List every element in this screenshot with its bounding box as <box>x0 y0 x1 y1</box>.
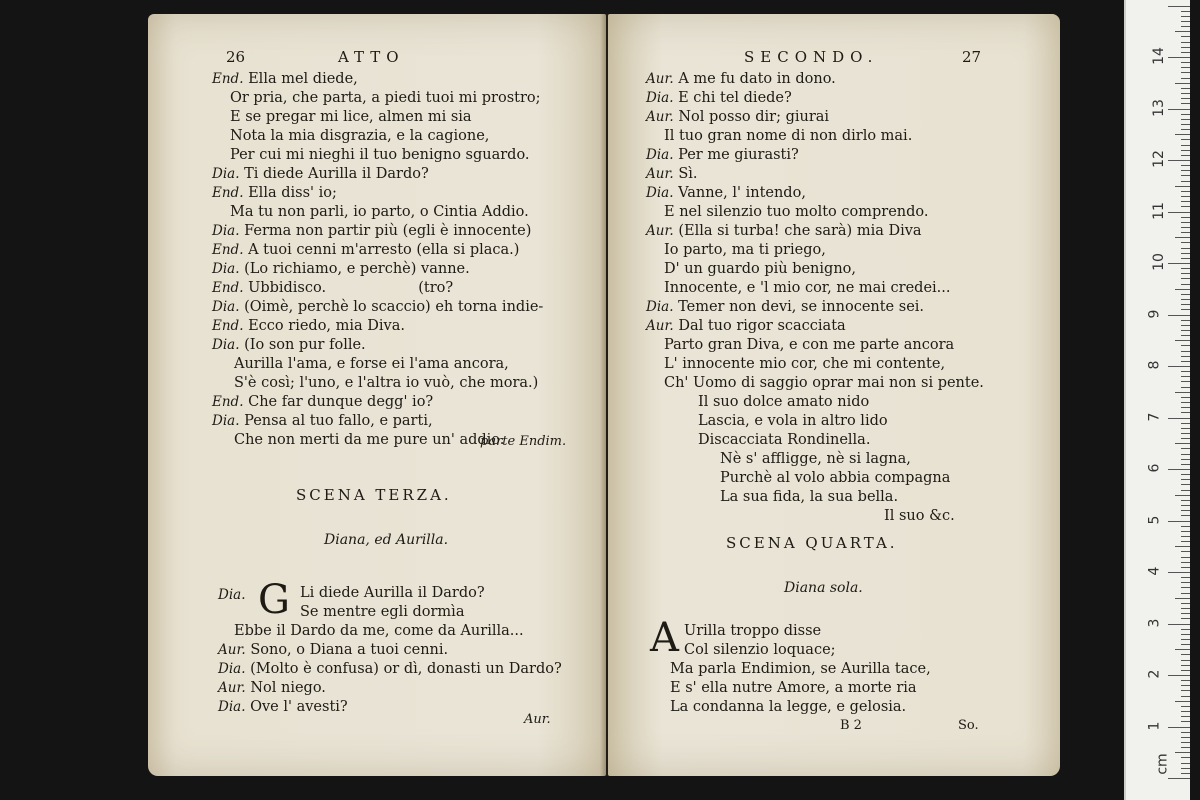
ruler-tick <box>1168 212 1190 213</box>
ruler-tick <box>1181 757 1190 758</box>
ruler-tick <box>1181 21 1190 22</box>
aria-line: Nè s' affligge, nè si lagna, <box>720 451 911 467</box>
ruler-tick <box>1181 526 1190 527</box>
ruler-tick <box>1181 603 1190 604</box>
drop-initial-a: A <box>650 615 679 661</box>
verse-line: Dia. (Oimè, perchè lo scaccio) eh torna indie- <box>212 299 544 315</box>
ruler-tick <box>1181 577 1190 578</box>
ruler-tick <box>1181 412 1190 413</box>
verse-line: Dia. <box>218 587 246 603</box>
ruler-tick <box>1181 330 1190 331</box>
ruler-tick <box>1181 665 1190 666</box>
aria-line: Discacciata Rondinella. <box>698 432 871 448</box>
ruler-tick <box>1181 201 1190 202</box>
ruler-tick <box>1181 129 1190 130</box>
ruler-tick <box>1168 263 1190 264</box>
ruler-tick <box>1181 402 1190 403</box>
ruler-tick <box>1181 582 1190 583</box>
ruler-label: 6 <box>1146 463 1163 473</box>
ruler-tick <box>1181 98 1190 99</box>
right-page <box>608 14 1060 776</box>
ruler-unit-label: cm <box>1154 753 1171 775</box>
verse-line: Dia. (Molto è confusa) or dì, donasti un Dardo? <box>218 661 562 677</box>
ruler-tick <box>1181 67 1190 68</box>
ruler-tick <box>1181 47 1190 48</box>
ruler-tick <box>1181 381 1190 382</box>
ruler-tick <box>1175 649 1190 650</box>
verse-line: Dia. (Lo richiamo, e perchè) vanne. <box>212 261 470 277</box>
ruler-tick <box>1181 618 1190 619</box>
ruler-tick <box>1181 155 1190 156</box>
verse-line: La condanna la legge, e gelosia. <box>670 699 907 715</box>
verse-line: Aur. Nol niego. <box>218 680 326 696</box>
ruler-label: 10 <box>1150 253 1167 271</box>
ruler-tick <box>1175 546 1190 547</box>
ruler-tick <box>1181 742 1190 743</box>
verse-line: Li diede Aurilla il Dardo? <box>300 585 485 601</box>
verse-line: L' innocente mio cor, che mi contente, <box>664 356 946 372</box>
verse-line: D' un guardo più benigno, <box>664 261 856 277</box>
ruler-tick <box>1181 660 1190 661</box>
ruler-tick <box>1181 448 1190 449</box>
scene-title-terza: SCENA TERZA. <box>296 486 452 504</box>
ruler-tick <box>1181 685 1190 686</box>
verse-line: Parto gran Diva, e con me parte ancora <box>664 337 955 353</box>
ruler-tick <box>1175 340 1190 341</box>
ruler-tick <box>1181 268 1190 269</box>
ruler-tick <box>1181 459 1190 460</box>
ruler-tick <box>1181 474 1190 475</box>
ruler-tick <box>1181 196 1190 197</box>
ruler-tick <box>1181 248 1190 249</box>
verse-line: Or pria, che parta, a piedi tuoi mi prostro; <box>230 90 541 106</box>
verse-line: Dia. Ti diede Aurilla il Dardo? <box>212 166 429 182</box>
ruler-tick <box>1168 6 1190 7</box>
scene-cast-terza: Diana, ed Aurilla. <box>324 532 449 548</box>
ruler-tick <box>1181 732 1190 733</box>
aria-line: Il suo dolce amato nido <box>698 394 870 410</box>
left-page <box>148 14 606 776</box>
ruler-tick <box>1181 536 1190 537</box>
ruler-tick <box>1181 258 1190 259</box>
measuring-ruler <box>1124 0 1190 800</box>
page-number-left: 26 <box>226 48 246 66</box>
verse-line: End. Che far dunque degg' io? <box>212 394 434 410</box>
ruler-tick <box>1175 392 1190 393</box>
ruler-tick <box>1181 16 1190 17</box>
ruler-tick <box>1181 562 1190 563</box>
ruler-tick <box>1168 366 1190 367</box>
ruler-tick <box>1168 418 1190 419</box>
ruler-tick <box>1181 587 1190 588</box>
ruler-tick <box>1181 397 1190 398</box>
ruler-tick <box>1181 629 1190 630</box>
ruler-tick <box>1181 345 1190 346</box>
verse-line: Per cui mi nieghi il tuo benigno sguardo. <box>230 147 530 163</box>
verse-line: Se mentre egli dormìa <box>300 604 465 620</box>
ruler-tick <box>1181 325 1190 326</box>
verse-line: Aur. A me fu dato in dono. <box>646 71 836 87</box>
ruler-tick <box>1181 464 1190 465</box>
verse-line: Ebbe il Dardo da me, come da Aurilla... <box>234 623 524 639</box>
ruler-tick <box>1181 72 1190 73</box>
ruler-tick <box>1181 644 1190 645</box>
ruler-label: 3 <box>1146 618 1163 627</box>
ruler-tick <box>1168 778 1190 779</box>
verse-line: Col silenzio loquace; <box>684 642 836 658</box>
ruler-tick <box>1181 433 1190 434</box>
ruler-tick <box>1181 763 1190 764</box>
ruler-tick <box>1181 145 1190 146</box>
ruler-tick <box>1181 309 1190 310</box>
verse-line: End. Ecco riedo, mia Diva. <box>212 318 405 334</box>
ruler-label: 13 <box>1150 98 1167 117</box>
ruler-tick <box>1181 42 1190 43</box>
ruler-tick <box>1181 36 1190 37</box>
ruler-tick <box>1181 500 1190 501</box>
verse-line: End. A tuoi cenni m'arresto (ella si placa.) <box>212 242 520 258</box>
ruler-tick <box>1181 93 1190 94</box>
aria-da-capo: Il suo &c. <box>884 508 955 524</box>
ruler-tick <box>1181 191 1190 192</box>
ruler-tick <box>1181 531 1190 532</box>
ruler-tick <box>1181 768 1190 769</box>
ruler-tick <box>1168 160 1190 161</box>
ruler-tick <box>1181 428 1190 429</box>
ruler-tick <box>1181 320 1190 321</box>
ruler-tick <box>1181 454 1190 455</box>
ruler-tick <box>1181 139 1190 140</box>
ruler-tick <box>1181 490 1190 491</box>
ruler-tick <box>1181 119 1190 120</box>
ruler-tick <box>1175 495 1190 496</box>
verse-line: Dia. Ove l' avesti? <box>218 699 348 715</box>
verse-line: Aur. Sono, o Diana a tuoi cenni. <box>218 642 449 658</box>
verse-line: Ma parla Endimion, se Aurilla tace, <box>670 661 931 677</box>
ruler-tick <box>1175 186 1190 187</box>
ruler-tick <box>1181 294 1190 295</box>
running-head-left: ATTO <box>338 48 405 66</box>
ruler-tick <box>1181 711 1190 712</box>
running-head-right: SECONDO. <box>744 48 879 66</box>
ruler-tick <box>1181 747 1190 748</box>
verse-line: Aur. (Ella si turba! che sarà) mia Diva <box>646 223 922 239</box>
ruler-tick <box>1181 78 1190 79</box>
verse-line: Aur. Sì. <box>646 166 698 182</box>
ruler-tick <box>1181 608 1190 609</box>
verse-line: End. Ella mel diede, <box>212 71 358 87</box>
verse-line: Io parto, ma ti priego, <box>664 242 826 258</box>
ruler-label: 8 <box>1146 360 1163 370</box>
ruler-tick <box>1181 680 1190 681</box>
aria-line: Purchè al volo abbia compagna <box>720 470 951 486</box>
verse-line: E s' ella nutre Amore, a morte ria <box>670 680 917 696</box>
verse-line: Ch' Uomo di saggio oprar mai non si pente. <box>664 375 984 391</box>
ruler-tick <box>1181 351 1190 352</box>
ruler-tick <box>1168 572 1190 573</box>
verse-line: Il tuo gran nome di non dirlo mai. <box>664 128 913 144</box>
ruler-tick <box>1168 521 1190 522</box>
ruler-tick <box>1181 696 1190 697</box>
ruler-tick <box>1181 222 1190 223</box>
ruler-tick <box>1181 304 1190 305</box>
ruler-tick <box>1175 443 1190 444</box>
ruler-tick <box>1181 716 1190 717</box>
ruler-tick <box>1168 315 1190 316</box>
ruler-tick <box>1168 624 1190 625</box>
ruler-tick <box>1181 356 1190 357</box>
verse-line: End. Ella diss' io; <box>212 185 337 201</box>
verse-line: Aur. Dal tuo rigor scacciata <box>646 318 846 334</box>
ruler-tick <box>1181 484 1190 485</box>
ruler-tick <box>1181 423 1190 424</box>
ruler-tick <box>1181 551 1190 552</box>
ruler-tick <box>1175 598 1190 599</box>
ruler-tick <box>1181 232 1190 233</box>
drop-initial-g: G <box>258 577 290 623</box>
ruler-tick <box>1175 83 1190 84</box>
ruler-tick <box>1181 438 1190 439</box>
ruler-tick <box>1181 26 1190 27</box>
ruler-tick <box>1181 273 1190 274</box>
ruler-tick <box>1181 721 1190 722</box>
verse-line: Aurilla l'ama, e forse ei l'ama ancora, <box>234 356 509 372</box>
verse-line: Ma tu non parli, io parto, o Cintia Addio. <box>230 204 529 220</box>
ruler-label: 4 <box>1146 566 1163 576</box>
verse-line: S'è così; l'uno, e l'altra io vuò, che mora.) <box>234 375 539 391</box>
verse-line: Dia. (Io son pur folle. <box>212 337 366 353</box>
aria-line: La sua fida, la sua bella. <box>720 489 899 505</box>
ruler-tick <box>1175 701 1190 702</box>
ruler-tick <box>1181 335 1190 336</box>
ruler-tick <box>1181 371 1190 372</box>
verse-line: E se pregar mi lice, almen mi sia <box>230 109 472 125</box>
ruler-tick <box>1181 11 1190 12</box>
ruler-tick <box>1181 165 1190 166</box>
scene-cast-quarta: Diana sola. <box>784 580 863 596</box>
ruler-tick <box>1181 515 1190 516</box>
verse-line: Che non merti da me pure un' addio. <box>234 432 505 448</box>
verse-line: End. Ubbidisco. (tro? <box>212 280 454 296</box>
ruler-tick <box>1181 706 1190 707</box>
ruler-label: 9 <box>1146 309 1163 318</box>
ruler-label: 1 <box>1146 721 1163 730</box>
ruler-tick <box>1181 376 1190 377</box>
ruler-tick <box>1175 289 1190 290</box>
aria-line: Lascia, e vola in altro lido <box>698 413 888 429</box>
ruler-label: 5 <box>1146 515 1163 524</box>
ruler-tick <box>1168 109 1190 110</box>
ruler-tick <box>1181 387 1190 388</box>
ruler-tick <box>1181 510 1190 511</box>
ruler-label: 2 <box>1146 669 1163 679</box>
verse-line: Dia. Vanne, l' intendo, <box>646 185 806 201</box>
ruler-tick <box>1181 175 1190 176</box>
ruler-tick <box>1175 752 1190 753</box>
verse-line: E nel silenzio tuo molto comprendo. <box>664 204 929 220</box>
signature-mark: B 2 <box>840 718 862 733</box>
ruler-tick <box>1181 634 1190 635</box>
ruler-tick <box>1168 469 1190 470</box>
ruler-tick <box>1181 227 1190 228</box>
verse-line: Innocente, e 'l mio cor, ne mai credei... <box>664 280 951 296</box>
ruler-tick <box>1181 52 1190 53</box>
ruler-tick <box>1181 253 1190 254</box>
ruler-tick <box>1168 675 1190 676</box>
ruler-tick <box>1181 567 1190 568</box>
verse-line: Dia. Per me giurasti? <box>646 147 799 163</box>
ruler-tick <box>1181 593 1190 594</box>
open-book <box>148 14 1060 782</box>
ruler-tick <box>1181 639 1190 640</box>
ruler-tick <box>1181 278 1190 279</box>
ruler-tick <box>1181 299 1190 300</box>
ruler-tick <box>1181 181 1190 182</box>
ruler-tick <box>1181 773 1190 774</box>
exit-direction: parte Endim. <box>480 434 567 449</box>
catchword-right: So. <box>958 718 979 733</box>
ruler-tick <box>1181 690 1190 691</box>
ruler-tick <box>1181 217 1190 218</box>
ruler-tick <box>1175 31 1190 32</box>
ruler-tick <box>1181 557 1190 558</box>
verse-line: Urilla troppo disse <box>684 623 822 639</box>
catchword-left: Aur. <box>524 712 551 727</box>
verse-line: Dia. Ferma non partir più (egli è innocente) <box>212 223 532 239</box>
ruler-tick <box>1181 124 1190 125</box>
verse-line: Dia. Temer non devi, se innocente sei. <box>646 299 925 315</box>
verse-line: Nota la mia disgrazia, e la cagione, <box>230 128 490 144</box>
ruler-tick <box>1175 237 1190 238</box>
ruler-tick <box>1181 284 1190 285</box>
verse-line: Dia. Pensa al tuo fallo, e parti, <box>212 413 433 429</box>
ruler-tick <box>1181 613 1190 614</box>
ruler-tick <box>1168 727 1190 728</box>
ruler-tick <box>1181 62 1190 63</box>
ruler-tick <box>1181 361 1190 362</box>
verse-line: Dia. E chi tel diede? <box>646 90 792 106</box>
ruler-tick <box>1181 670 1190 671</box>
ruler-tick <box>1181 206 1190 207</box>
ruler-tick <box>1181 654 1190 655</box>
ruler-tick <box>1181 114 1190 115</box>
ruler-label: 12 <box>1150 150 1167 168</box>
ruler-tick <box>1181 88 1190 89</box>
ruler-tick <box>1181 737 1190 738</box>
ruler-tick <box>1181 479 1190 480</box>
verse-line: Aur. Nol posso dir; giurai <box>646 109 830 125</box>
ruler-tick <box>1181 170 1190 171</box>
ruler-label: 14 <box>1150 47 1167 65</box>
ruler-tick <box>1181 505 1190 506</box>
ruler-tick <box>1181 541 1190 542</box>
ruler-tick <box>1168 57 1190 58</box>
ruler-tick <box>1181 150 1190 151</box>
ruler-tick <box>1181 103 1190 104</box>
ruler-tick <box>1175 134 1190 135</box>
ruler-label: 11 <box>1150 201 1167 220</box>
ruler-tick <box>1181 407 1190 408</box>
page-number-right: 27 <box>962 48 982 66</box>
scene-title-quarta: SCENA QUARTA. <box>726 534 898 552</box>
ruler-tick <box>1181 242 1190 243</box>
ruler-label: 7 <box>1146 412 1163 421</box>
